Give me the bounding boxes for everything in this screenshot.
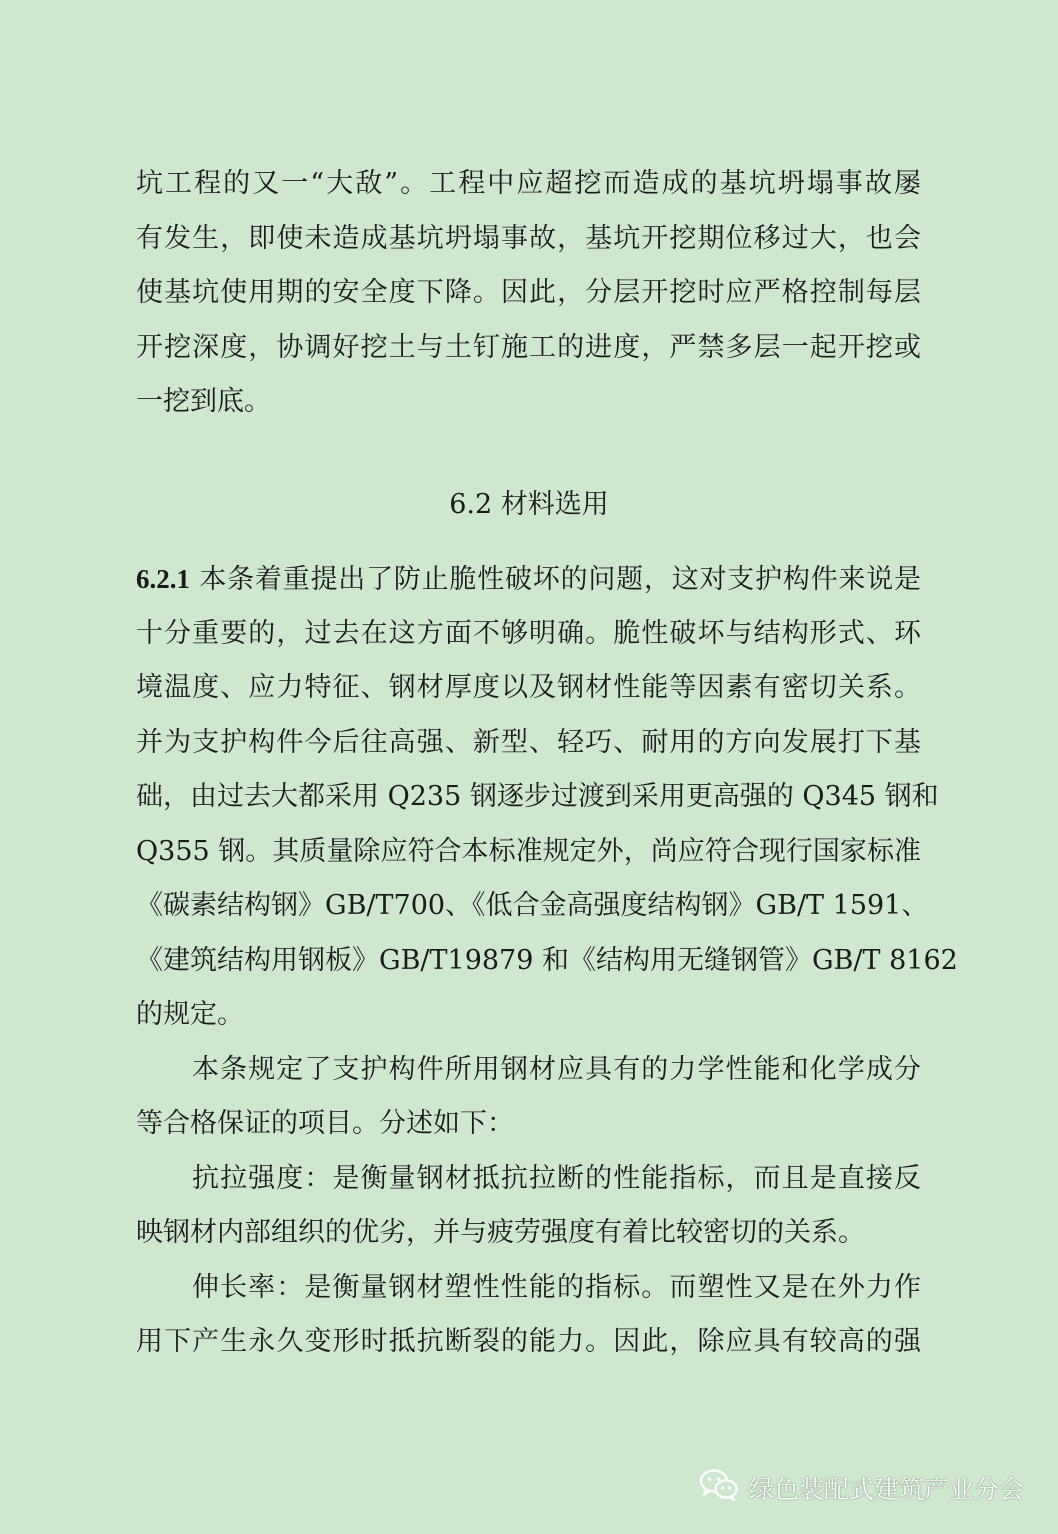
clause-text: 本条着重提出了防止脆性破坏的问题，这对支护构件来说是 (190, 564, 921, 595)
watermark-text: 绿色装配式建筑产业分会 (748, 1475, 1024, 1504)
paragraph-line: 并为支护构件今后往高强、新型、轻巧、耐用的方向发展打下基 (136, 727, 921, 758)
paragraph-line: 的规定。 (136, 999, 244, 1030)
paragraph-line: 使基坑使用期的安全度下降。因此，分层开挖时应严格控制每层 (136, 277, 921, 308)
paragraph-line: 《碳素结构钢》GB/T700、《低合金高强度结构钢》GB/T 1591、 (136, 890, 929, 921)
paragraph-line: 等合格保证的项目。分述如下： (136, 1108, 514, 1139)
paragraph-line: 开挖深度，协调好挖土与土钉施工的进度，严禁多层一起开挖或 (136, 332, 921, 363)
paragraph-line: 坑工程的又一“大敌”。工程中应超挖而造成的基坑坍塌事故屡 (136, 168, 921, 199)
paragraph-line: 《建筑结构用钢板》GB/T19879 和《结构用无缝钢管》GB/T 8162 (136, 945, 958, 976)
paragraph-line: 一挖到底。 (136, 386, 271, 417)
clause-first-line (136, 562, 921, 597)
paragraph-line: Q355 钢。其质量除应符合本标准规定外，尚应符合现行国家标准 (136, 836, 921, 867)
paragraph-line: 抗拉强度：是衡量钢材抵抗拉断的性能指标，而且是直接反 (192, 1163, 921, 1194)
paragraph-line: 十分重要的，过去在这方面不够明确。脆性破坏与结构形式、环 (136, 618, 921, 649)
paragraph-line: 有发生，即使未造成基坑坍塌事故，基坑开挖期位移过大，也会 (136, 223, 921, 254)
watermark (699, 1470, 1024, 1506)
paragraph-line: 映钢材内部组织的优劣，并与疲劳强度有着比较密切的关系。 (136, 1217, 865, 1248)
clause-number: 6.2.1 (136, 564, 190, 594)
paragraph-line: 伸长率：是衡量钢材塑性性能的指标。而塑性又是在外力作 (192, 1272, 921, 1303)
paragraph-line: 础，由过去大都采用 Q235 钢逐步过渡到采用更高强的 Q345 钢和 (136, 781, 939, 812)
wechat-icon (699, 1468, 739, 1508)
paragraph-line: 境温度、应力特征、钢材厚度以及钢材性能等因素有密切关系。 (136, 672, 921, 703)
section-heading: 6.2 材料选用 (449, 489, 609, 520)
paragraph-line: 用下产生永久变形时抵抗断裂的能力。因此，除应具有较高的强 (136, 1326, 921, 1357)
paragraph-line: 本条规定了支护构件所用钢材应具有的力学性能和化学成分 (192, 1054, 921, 1085)
